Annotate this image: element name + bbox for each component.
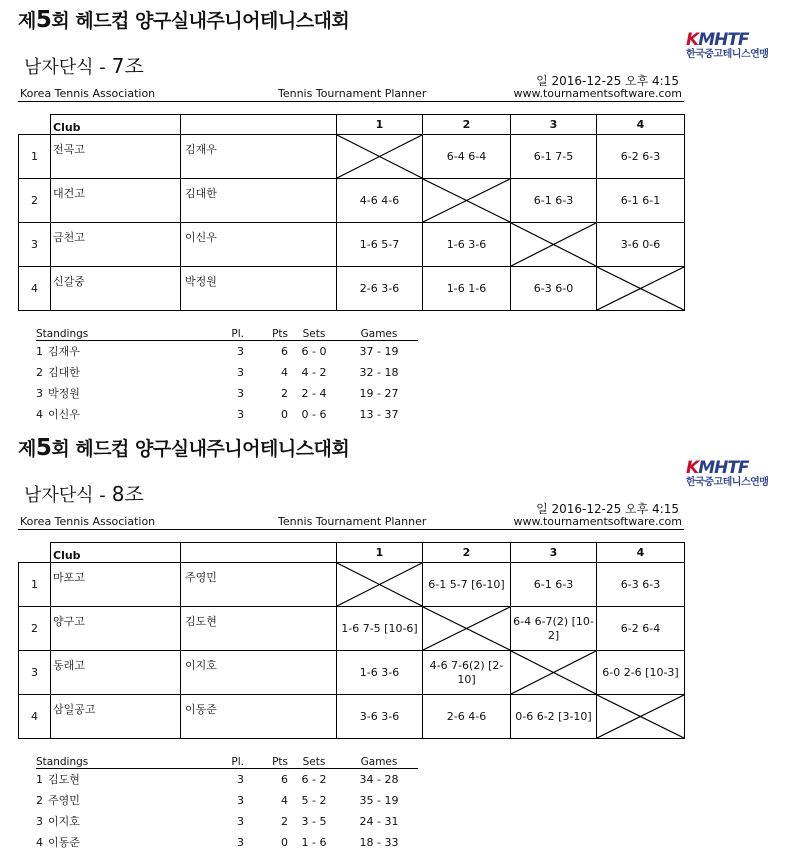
tournament-title: 제5회 헤드컵 양구실내주니어테니스대회 — [18, 435, 350, 461]
match-score: 6-1 5-7 [6-10] — [423, 563, 511, 607]
rank: 4 — [36, 835, 43, 849]
player-name: 주영민 — [48, 794, 80, 807]
col-header: 2 — [423, 543, 511, 563]
seed-number: 1 — [19, 563, 51, 607]
match-score: 2-6 3-6 — [337, 267, 423, 311]
games: 13 - 37 — [359, 407, 399, 421]
col-header: 4 — [597, 543, 685, 563]
standings-label: Standings — [36, 756, 208, 769]
sets: 0 - 6 — [301, 407, 327, 421]
player-name: 박정원 — [48, 387, 80, 400]
club-name: 삼일공고 — [51, 695, 181, 739]
club-name: 신갈중 — [51, 267, 181, 311]
kmhtf-logo: KMHTF 한국중고테니스연맹 — [686, 30, 769, 60]
rank: 3 — [36, 386, 43, 400]
club-name: 마포고 — [51, 563, 181, 607]
table-row — [19, 223, 685, 267]
seed-number: 3 — [19, 223, 51, 267]
table-row — [19, 607, 685, 651]
self-match-cross — [423, 607, 511, 651]
played: 3 — [237, 814, 244, 828]
club-name: 동래고 — [51, 651, 181, 695]
player-name: 김재우 — [181, 135, 337, 179]
club-name: 양구고 — [51, 607, 181, 651]
player-name: 이지호 — [181, 651, 337, 695]
match-score: 6-2 6-4 — [597, 607, 685, 651]
standings-row — [36, 811, 418, 832]
match-score: 1-6 1-6 — [423, 267, 511, 311]
points: 6 — [281, 344, 288, 358]
club-name: 전곡고 — [51, 135, 181, 179]
rank: 1 — [36, 772, 43, 786]
played: 3 — [237, 793, 244, 807]
self-match-cross — [337, 135, 423, 179]
seed-number: 2 — [19, 179, 51, 223]
print-date: 일 2016-12-25 오후 4:15 — [536, 74, 679, 88]
pl-header: Pl. — [208, 328, 244, 341]
player-name: 이동준 — [181, 695, 337, 739]
sets: 3 - 5 — [301, 814, 327, 828]
organization: Korea Tennis Association — [20, 515, 156, 528]
match-score: 4-6 4-6 — [337, 179, 423, 223]
player-name: 이신우 — [181, 223, 337, 267]
club-header: Club — [51, 115, 181, 135]
seed-number: 2 — [19, 607, 51, 651]
player-name: 이지호 — [48, 815, 80, 828]
points: 2 — [281, 814, 288, 828]
standings-header — [36, 328, 418, 341]
organization: Korea Tennis Association — [20, 87, 156, 100]
print-date: 일 2016-12-25 오후 4:15 — [536, 502, 679, 516]
draw-header-row — [19, 543, 685, 563]
info-bar — [18, 514, 684, 530]
club-name: 금천고 — [51, 223, 181, 267]
col-header: 4 — [597, 115, 685, 135]
pts-header: Pts — [244, 328, 288, 341]
table-row — [19, 563, 685, 607]
standings-row — [36, 362, 418, 383]
match-score: 6-1 6-3 — [511, 179, 597, 223]
standings-header — [36, 756, 418, 769]
table-row — [19, 135, 685, 179]
standings-row — [36, 383, 418, 404]
played: 3 — [237, 344, 244, 358]
rank: 2 — [36, 365, 43, 379]
standings-label: Standings — [36, 328, 208, 341]
standings-row — [36, 790, 418, 811]
event-title: 남자단식 - 7조 — [24, 54, 144, 78]
self-match-cross — [511, 223, 597, 267]
self-match-cross — [597, 695, 685, 739]
rank: 4 — [36, 407, 43, 421]
sets-header: Sets — [288, 328, 340, 341]
games-header: Games — [340, 756, 418, 769]
match-score: 6-2 6-3 — [597, 135, 685, 179]
played: 3 — [237, 835, 244, 849]
games: 32 - 18 — [359, 365, 399, 379]
games: 35 - 19 — [359, 793, 399, 807]
match-score: 6-4 6-7(2) [10-2] — [511, 607, 597, 651]
sets: 5 - 2 — [301, 793, 327, 807]
points: 4 — [281, 793, 288, 807]
seed-number: 1 — [19, 135, 51, 179]
self-match-cross — [423, 179, 511, 223]
match-score: 2-6 4-6 — [423, 695, 511, 739]
self-match-cross — [597, 267, 685, 311]
standings-row — [36, 341, 418, 362]
player-name: 김대한 — [181, 179, 337, 223]
played: 3 — [237, 386, 244, 400]
player-name: 이신우 — [48, 408, 80, 421]
match-score: 6-3 6-0 — [511, 267, 597, 311]
software-name: Tennis Tournament Planner — [278, 87, 427, 100]
games: 24 - 31 — [359, 814, 399, 828]
points: 6 — [281, 772, 288, 786]
match-score: 1-6 3-6 — [423, 223, 511, 267]
player-name: 이동준 — [48, 836, 80, 849]
match-score: 4-6 7-6(2) [2-10] — [423, 651, 511, 695]
played: 3 — [237, 365, 244, 379]
standings-table — [36, 756, 418, 853]
col-header: 1 — [337, 543, 423, 563]
info-bar — [18, 86, 684, 102]
match-score: 6-0 2-6 [10-3] — [597, 651, 685, 695]
table-row — [19, 651, 685, 695]
player-name: 김재우 — [48, 345, 80, 359]
pts-header: Pts — [244, 756, 288, 769]
standings-row — [36, 769, 418, 790]
website: www.tournamentsoftware.com — [513, 87, 682, 100]
table-row — [19, 179, 685, 223]
games: 37 - 19 — [359, 344, 399, 358]
points: 2 — [281, 386, 288, 400]
col-header: 2 — [423, 115, 511, 135]
col-header: 1 — [337, 115, 423, 135]
match-score: 6-1 7-5 — [511, 135, 597, 179]
points: 0 — [281, 835, 288, 849]
player-name: 주영민 — [181, 563, 337, 607]
rank: 1 — [36, 344, 43, 358]
seed-number: 4 — [19, 695, 51, 739]
match-score: 3-6 3-6 — [337, 695, 423, 739]
website: www.tournamentsoftware.com — [513, 515, 682, 528]
player-name: 김도현 — [181, 607, 337, 651]
standings-row — [36, 832, 418, 853]
draw-table — [18, 542, 685, 739]
table-row — [19, 267, 685, 311]
rank: 2 — [36, 793, 43, 807]
sets: 6 - 0 — [301, 344, 327, 358]
sets: 4 - 2 — [301, 365, 327, 379]
match-score: 6-4 6-4 — [423, 135, 511, 179]
games: 18 - 33 — [359, 835, 399, 849]
sets-header: Sets — [288, 756, 340, 769]
kmhtf-logo: KMHTF 한국중고테니스연맹 — [686, 458, 769, 488]
points: 4 — [281, 365, 288, 379]
player-name: 김도현 — [48, 773, 80, 787]
seed-number: 4 — [19, 267, 51, 311]
table-row — [19, 695, 685, 739]
match-score: 0-6 6-2 [3-10] — [511, 695, 597, 739]
self-match-cross — [337, 563, 423, 607]
seed-number: 3 — [19, 651, 51, 695]
draw-header-row — [19, 115, 685, 135]
event-title: 남자단식 - 8조 — [24, 482, 144, 506]
col-header: 3 — [511, 115, 597, 135]
match-score: 6-3 6-3 — [597, 563, 685, 607]
standings-row — [36, 404, 418, 425]
match-score: 6-1 6-1 — [597, 179, 685, 223]
points: 0 — [281, 407, 288, 421]
played: 3 — [237, 407, 244, 421]
match-score: 1-6 5-7 — [337, 223, 423, 267]
player-name: 김대한 — [48, 366, 80, 379]
self-match-cross — [511, 651, 597, 695]
games-header: Games — [340, 328, 418, 341]
col-header: 3 — [511, 543, 597, 563]
standings-table — [36, 328, 418, 425]
club-name: 대건고 — [51, 179, 181, 223]
match-score: 1-6 3-6 — [337, 651, 423, 695]
sets: 6 - 2 — [301, 772, 327, 786]
match-score: 3-6 0-6 — [597, 223, 685, 267]
sets: 1 - 6 — [301, 835, 327, 849]
sets: 2 - 4 — [301, 386, 327, 400]
software-name: Tennis Tournament Planner — [278, 515, 427, 528]
club-header: Club — [51, 543, 181, 563]
tournament-title: 제5회 헤드컵 양구실내주니어테니스대회 — [18, 7, 350, 33]
games: 34 - 28 — [359, 772, 399, 786]
player-name: 박정원 — [181, 267, 337, 311]
pl-header: Pl. — [208, 756, 244, 769]
match-score: 6-1 6-3 — [511, 563, 597, 607]
games: 19 - 27 — [359, 386, 399, 400]
played: 3 — [237, 772, 244, 786]
match-score: 1-6 7-5 [10-6] — [337, 607, 423, 651]
draw-table — [18, 114, 685, 311]
rank: 3 — [36, 814, 43, 828]
